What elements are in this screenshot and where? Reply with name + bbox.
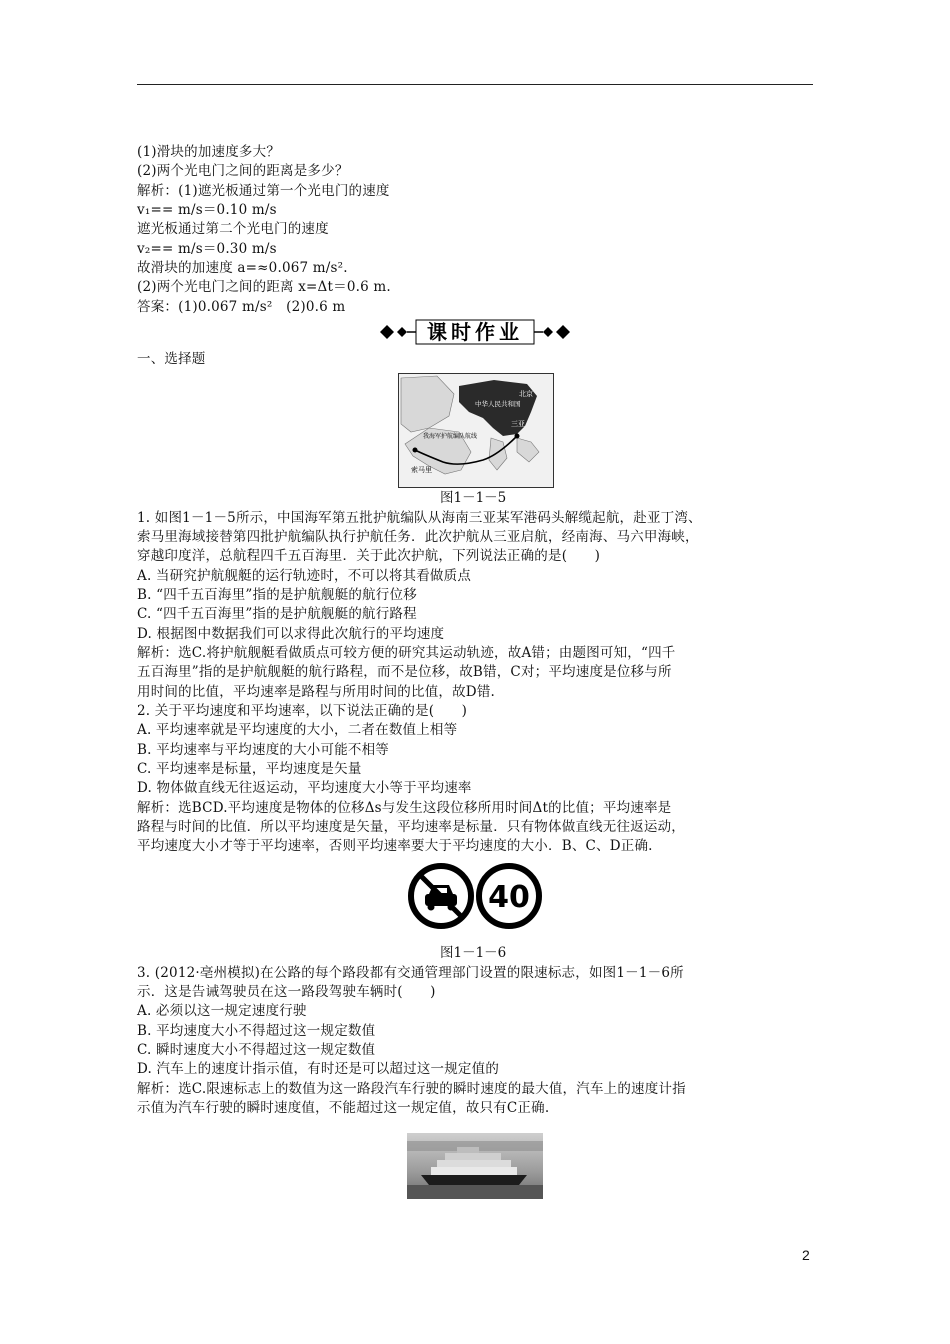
map-label-sanya: 三亚 xyxy=(511,420,525,428)
question-2-text: 2. 关于平均速度和平均速率，以下说法正确的是( ) xyxy=(137,703,468,719)
answer-3-text: 示值为汽车行驶的瞬时速度值，不能超过这一规定值，故只有C正确. xyxy=(137,1100,550,1116)
question-1-text: 索马里海域接替第四批护航编队执行护航任务．此次护航从三亚启航，经南海、马六甲海峡， xyxy=(137,529,699,545)
answer-2-text: 平均速度大小才等于平均速率，否则平均速率要大于平均速度的大小．B、C、D正确. xyxy=(137,838,653,854)
question-2-option-c: C. 平均速率是标量，平均速度是矢量 xyxy=(137,761,362,777)
answer-1-text: 五百海里”指的是护航舰艇的航行路程，而不是位移，故B错，C对；平均速度是位移与所 xyxy=(137,664,672,680)
answer-3-text: 解析：选C.限速标志上的数值为这一路段汽车行驶的瞬时速度的最大值，汽车上的速度计指 xyxy=(137,1081,686,1097)
map-label-beijing: 北京 xyxy=(519,390,533,398)
speed-limit-value: 40 xyxy=(488,880,530,915)
formula-v1: v₁== m/s＝0.10 m/s xyxy=(137,202,277,218)
question-3-text: 示．这是告诫驾驶员在这一路段驾驶车辆时( ) xyxy=(137,984,436,1000)
section-heading: 一、选择题 xyxy=(137,351,206,367)
ship-image xyxy=(407,1133,543,1199)
question-2-option-b: B. 平均速率与平均速度的大小可能不相等 xyxy=(137,742,390,758)
navy-route-map xyxy=(398,373,554,488)
answer-line: 答案：(1)0.067 m/s² (2)0.6 m xyxy=(137,299,346,315)
question-part-2: (2)两个光电门之间的距离是多少？ xyxy=(137,163,349,179)
formula-distance: (2)两个光电门之间的距离 x=Δt＝0.6 m. xyxy=(137,279,391,295)
question-1-text: 穿越印度洋，总航程四千五百海里．关于此次护航，下列说法正确的是( ) xyxy=(137,548,601,564)
speed-limit-signs xyxy=(407,862,543,930)
question-3-option-c: C. 瞬时速度大小不得超过这一规定数值 xyxy=(137,1042,376,1058)
solution-line: 解析：(1)遮光板通过第一个光电门的速度 xyxy=(137,183,390,199)
map-label-route: 我海军护航编队航线 xyxy=(423,433,478,440)
traffic-signs-figure xyxy=(407,862,543,930)
solution-line: 遮光板通过第二个光电门的速度 xyxy=(137,221,329,237)
section-banner xyxy=(372,319,578,345)
question-1-text: 1. 如图1－1－5所示，中国海军第五批护航编队从海南三亚某军港码头解缆起航，赴亚丁湾、 xyxy=(137,510,702,526)
header-rule xyxy=(137,84,813,85)
question-1-option-a: A. 当研究护航舰艇的运行轨迹时，不可以将其看做质点 xyxy=(137,568,472,584)
map-label-china: 中华人民共和国 xyxy=(475,400,521,408)
question-1-option-c: C. “四千五百海里”指的是护航舰艇的航行路程 xyxy=(137,606,417,622)
map-illustration xyxy=(399,374,553,487)
ship-photo xyxy=(407,1133,543,1199)
answer-1-text: 解析：选C.将护航舰艇看做质点可较方便的研究其运动轨迹，故A错；由题图可知，“四千 xyxy=(137,645,676,661)
question-part-1: (1)滑块的加速度多大？ xyxy=(137,144,281,160)
formula-v2: v₂== m/s＝0.30 m/s xyxy=(137,241,277,257)
question-1-option-d: D. 根据图中数据我们可以求得此次航行的平均速度 xyxy=(137,626,445,642)
question-3-text: 3. (2012·亳州模拟)在公路的每个路段都有交通管理部门设置的限速标志，如图1－1－6所 xyxy=(137,965,684,981)
answer-1-text: 用时间的比值，平均速率是路程与所用时间的比值，故D错. xyxy=(137,684,496,700)
banner-title: 课时作业 xyxy=(427,320,523,344)
question-2-option-a: A. 平均速率就是平均速度的大小，二者在数值上相等 xyxy=(137,722,458,738)
formula-acceleration: 故滑块的加速度 a=≈0.067 m/s². xyxy=(137,260,348,276)
map-label-somalia: 索马里 xyxy=(411,466,432,474)
question-2-option-d: D. 物体做直线无往返运动，平均速度大小等于平均速率 xyxy=(137,780,472,796)
question-1-option-b: B. “四千五百海里”指的是护航舰艇的航行位移 xyxy=(137,587,417,603)
answer-2-text: 路程与时间的比值．所以平均速度是矢量，平均速率是标量．只有物体做直线无往返运动， xyxy=(137,819,685,835)
figure-caption-2: 图1－1－6 xyxy=(440,945,507,961)
question-3-option-d: D. 汽车上的速度计指示值，有时还是可以超过这一规定值的 xyxy=(137,1061,500,1077)
question-3-option-b: B. 平均速度大小不得超过这一规定数值 xyxy=(137,1023,376,1039)
answer-2-text: 解析：选BCD.平均速度是物体的位移Δs与发生这段位移所用时间Δt的比值；平均速率是 xyxy=(137,800,672,816)
question-3-option-a: A. 必须以这一规定速度行驶 xyxy=(137,1003,307,1019)
figure-caption-1: 图1－1－5 xyxy=(440,490,507,506)
page-number: 2 xyxy=(802,1247,810,1263)
